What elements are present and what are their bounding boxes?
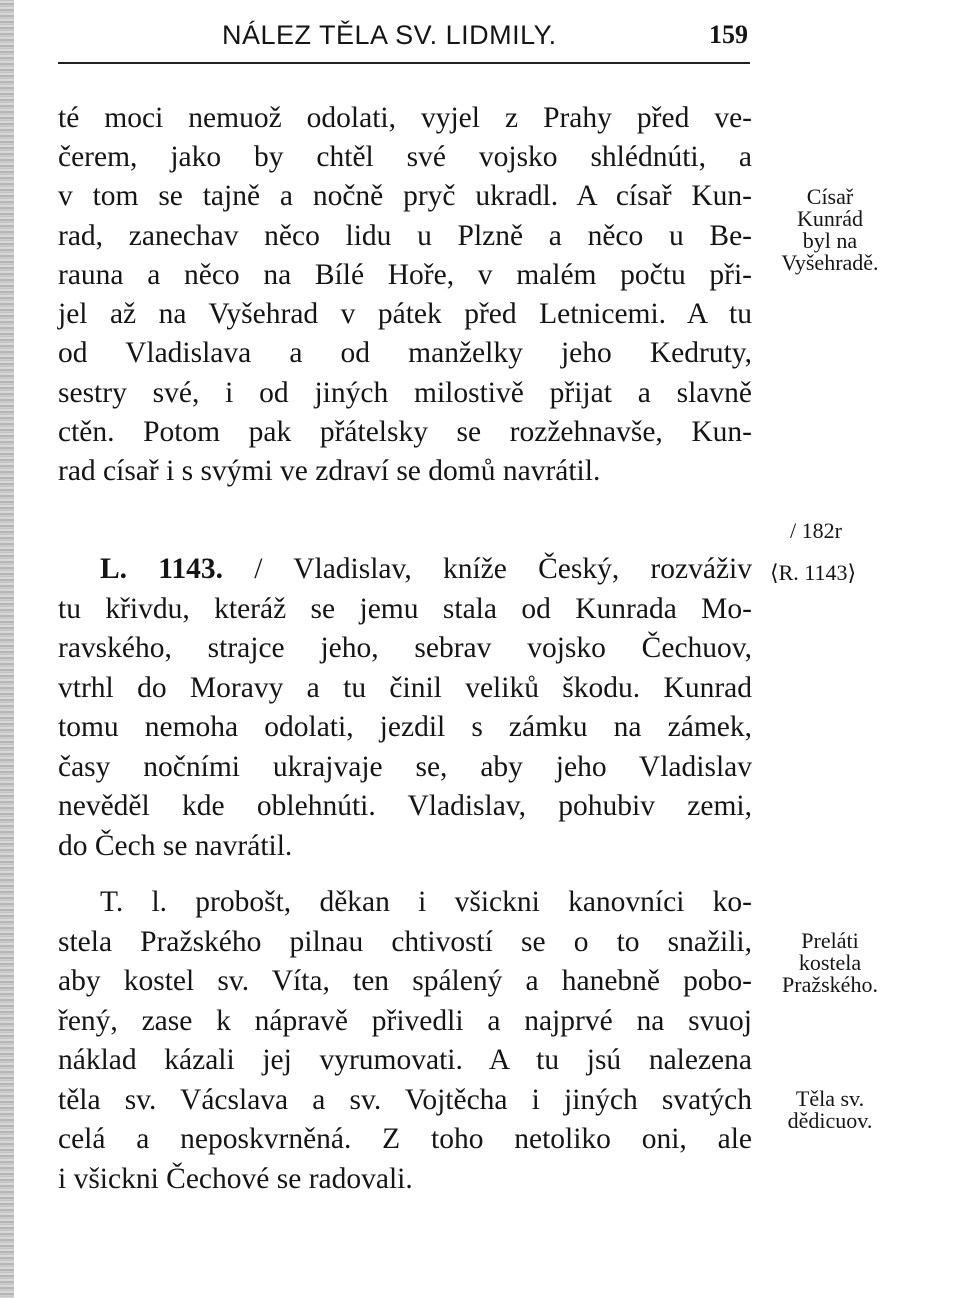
folio-reference: / 182r: [790, 518, 842, 543]
text-line: od Vladislava a od manželky jeho Kedruty,: [58, 337, 752, 369]
margin-note-line: Kunrád: [797, 206, 863, 231]
margin-note-line: Císař: [806, 184, 854, 209]
margin-note-prelates: [764, 930, 896, 996]
text-line: těla sv. Vácslava a sv. Vojtěcha i jiných svatých: [58, 1084, 752, 1116]
text-line: [100, 551, 752, 587]
running-title: NÁLEZ TĚLA SV. LIDMILY.: [222, 20, 557, 50]
margin-note-line: Těla sv.: [795, 1086, 865, 1111]
text-line: T. l. probošt, děkan i všickni kanovníci ko-: [100, 886, 752, 918]
text-line: ravského, strajce jeho, sebrav vojsko Čechuov,: [58, 632, 752, 664]
margin-note-line: Preláti: [801, 928, 859, 953]
text-line: jel až na Vyšehrad v pátek před Letnicemi. A tu: [58, 298, 752, 330]
text-line: nevěděl kde oblehnúti. Vladislav, pohubiv zemi,: [58, 790, 752, 822]
text-line: vtrhl do Moravy a tu činil veliků škodu. Kunrad: [58, 672, 752, 704]
page-number: 159: [709, 20, 748, 49]
margin-note-line: byl na: [802, 228, 858, 253]
text-line: náklad kázali jej vyrumovati. A tu jsú nalezena: [58, 1044, 752, 1076]
text-line: řený, zase k nápravě přivedli a najprvé na svuoj: [58, 1005, 752, 1037]
text-line: tomu nemoha odolati, jezdil s zámku na zámek,: [58, 711, 752, 743]
year-reference: ⟨R. 1143⟩: [770, 560, 857, 585]
text-line: v tom se tajně a nočně pryč ukradl. A císař Kun-: [58, 180, 752, 212]
text-line: rauna a něco na Bílé Hoře, v malém počtu při-: [58, 259, 752, 291]
line-text: / Vladislav, kníže Český, rozváživ: [223, 553, 752, 585]
text-line: té moci nemuož odolati, vyjel z Prahy před ve-: [58, 102, 752, 134]
text-line: sestry své, i od jiných milostivě přijat a slavně: [58, 377, 752, 409]
text-line: čerem, jako by chtěl své vojsko shlédnúti, a: [58, 141, 752, 173]
text-line: celá a neposkvrněná. Z toho netoliko oni, ale: [58, 1123, 752, 1155]
text-line: tu křivdu, kteráž se jemu stala od Kunrada Mo-: [58, 593, 752, 625]
margin-note-line: Pražského.: [782, 972, 878, 997]
margin-note-bodies: [764, 1088, 896, 1132]
margin-note-line: kostela: [798, 950, 862, 975]
text-line: i všickni Čechové se radovali.: [58, 1163, 413, 1195]
header-rule: [58, 62, 750, 64]
year-heading: L. 1143.: [100, 553, 224, 585]
text-line: časy nočními ukrajvaje se, aby jeho Vladislav: [58, 751, 752, 783]
margin-note-line: dědicuov.: [787, 1108, 873, 1133]
scan-binding-edge: [0, 0, 14, 1298]
text-line: ctěn. Potom pak přátelsky se rozžehnavše, Kun-: [58, 416, 752, 448]
margin-note-line: Vyšehradě.: [781, 250, 879, 275]
text-line: stela Pražského pilnau chtivostí se o to snažili,: [58, 926, 752, 958]
margin-note-emperor: [764, 186, 896, 274]
text-line: do Čech se navrátil.: [58, 830, 293, 862]
text-line: rad, zanechav něco lidu u Plzně a něco u Be-: [58, 220, 752, 252]
text-line: rad císař i s svými ve zdraví se domů navrátil.: [58, 455, 601, 487]
page-header: [62, 14, 752, 54]
text-line: aby kostel sv. Víta, ten spálený a hanebně pobo-: [58, 965, 752, 997]
